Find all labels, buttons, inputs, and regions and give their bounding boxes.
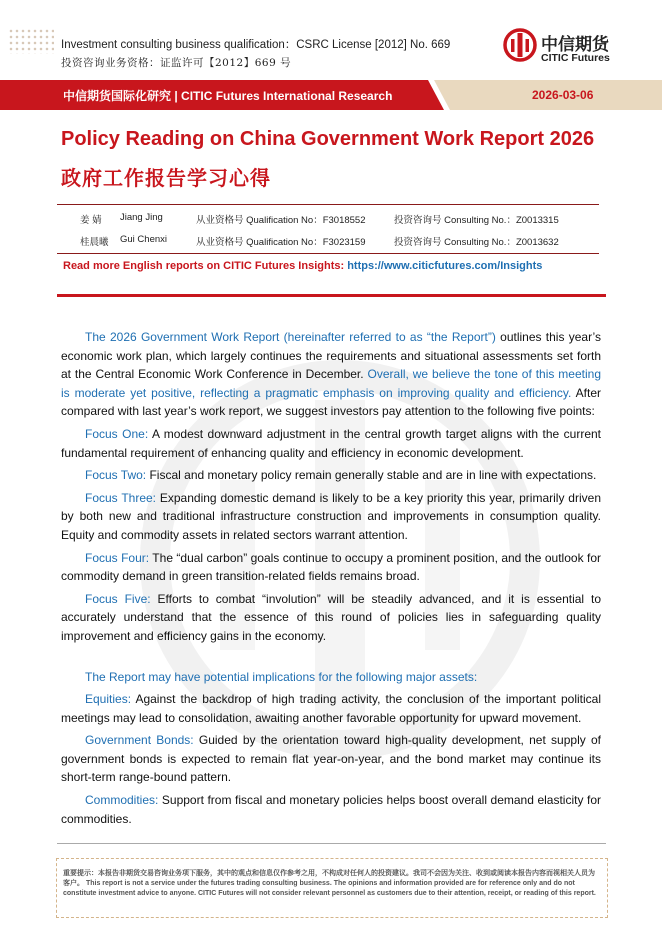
report-date: 2026-03-06 [532, 88, 594, 102]
focus-paragraph [61, 489, 601, 545]
qualification-cn: 投资咨询业务资格：证监许可【2012】669 号 [61, 57, 292, 69]
focus-label: Focus Two: [85, 468, 147, 483]
logo-text-cn: 中信期货 [541, 35, 609, 55]
report-title-en: Policy Reading on China Government Work Report 2026 [61, 128, 595, 150]
divider [57, 253, 599, 254]
asset-paragraph [61, 791, 601, 828]
focus-text: Efforts to combat “involution” will be steadily advanced, and it is essential to accurately understand that the essence of this round of policies lies in safeguarding quality improvement and efficiency gains in the economy. [61, 591, 601, 643]
focus-paragraph [61, 466, 601, 485]
banner-title: 中信期货国际化研究 | CITIC Futures International Research [63, 89, 393, 103]
focus-label: Focus Five: [85, 591, 151, 606]
intro-text: After compared with last year’s work report, we suggest investors pay attention to the following five points: [61, 385, 601, 419]
author-consulting: 投资咨询号 Consulting No.：Z0013315 [394, 215, 559, 226]
asset-label: Commodities: [85, 793, 159, 808]
implications-heading: The Report may have potential implications for the following major assets: [85, 669, 478, 684]
focus-paragraph [61, 549, 601, 586]
author-qualification: 从业资格号 Qualification No：F3018552 [196, 215, 366, 226]
focus-label: Focus Three: [85, 490, 157, 505]
focus-text: Fiscal and monetary policy remain generally stable and are in line with expectations. [146, 468, 597, 483]
intro-highlight: The 2026 Government Work Report (hereinafter referred to as “the Report”) [85, 330, 496, 344]
intro-highlight: Overall, we believe the tone of this meeting is moderate yet positive, reflecting a pragmatic emphasis on improving quality and efficiency. [61, 367, 601, 400]
asset-label: Equities: [85, 692, 132, 707]
focus-label: Focus One: [85, 426, 149, 441]
asset-text: Guided by the orientation toward high-quality development, net supply of government bonds is expected to remain flat year-on-year, and the bond market may continue its short-term range-bound pattern. [61, 733, 601, 785]
author-en-name: Gui Chenxi [120, 234, 167, 245]
focus-paragraph [61, 425, 601, 462]
asset-text: Against the backdrop of high trading activity, the conclusion of the important political meetings may lead to consolidation, awaiting another favorable opportunity for upward movement. [61, 692, 601, 725]
asset-text: Support from fiscal and monetary policies helps boost overall demand elasticity for commodities. [61, 793, 601, 826]
report-title-cn: 政府工作报告学习心得 [61, 166, 271, 190]
citic-logo-icon [503, 28, 537, 62]
insights-link[interactable]: https://www.citicfutures.com/Insights [347, 260, 543, 272]
logo-text-en: CITIC Futures [541, 52, 610, 64]
focus-label: Focus Four: [85, 550, 150, 565]
disclaimer-box: 重要提示：本报告非期货交易咨询业务项下服务，其中的观点和信息仅作参考之用，不构成对任何人的投资建议。我司不会因为关注、收到或阅读本报告内容而视相关人员为客户。 This report is not a service under the futures trading consulting business. The opinions and information provided are for reference only and do not constitute investment advice to anyone. CITIC Futures will not consider relevant personnel as customers due to their attention, receipt, or reading of this report. [56, 858, 608, 918]
author-cn-name: 姜 婧 [80, 215, 102, 226]
author-qualification: 从业资格号 Qualification No：F3023159 [196, 237, 366, 248]
focus-text: The “dual carbon” goals continue to occupy a prominent position, and the outlook for commodity demand in green transition-related fields remains broad. [61, 550, 601, 584]
red-divider [57, 294, 606, 297]
author-en-name: Jiang Jing [120, 212, 163, 223]
asset-label: Government Bonds: [85, 733, 194, 748]
divider [57, 204, 599, 205]
report-body [61, 328, 601, 832]
decorative-dots [8, 28, 54, 54]
intro-paragraph [61, 328, 601, 421]
focus-text: A modest downward adjustment in the central growth target aligns with the current fundamental requirement of enhancing quality and efficiency in economic development. [61, 426, 602, 460]
asset-paragraph [61, 690, 601, 727]
footer-divider [57, 843, 606, 844]
author-consulting: 投资咨询号 Consulting No.：Z0013632 [394, 237, 559, 248]
asset-paragraph [61, 731, 601, 787]
read-more-line [63, 260, 542, 272]
intro-text: outlines this year’s economic work plan, which largely continues the requirements and situational assessments set forth at the Central Economic Work Conference in December. [61, 330, 602, 382]
focus-text: Expanding domestic demand is likely to be a key priority this year, primarily driven by both new and traditional infrastructure construction and improvements in consumption quality. Equity and commodity assets in related sectors warrant attention. [61, 490, 601, 542]
focus-paragraph [61, 590, 601, 646]
qualification-en: Investment consulting business qualification：CSRC License [2012] No. 669 [61, 39, 451, 51]
author-cn-name: 桂晨曦 [80, 237, 109, 248]
read-more-text: Read more English reports on CITIC Futures Insights: [63, 260, 348, 272]
